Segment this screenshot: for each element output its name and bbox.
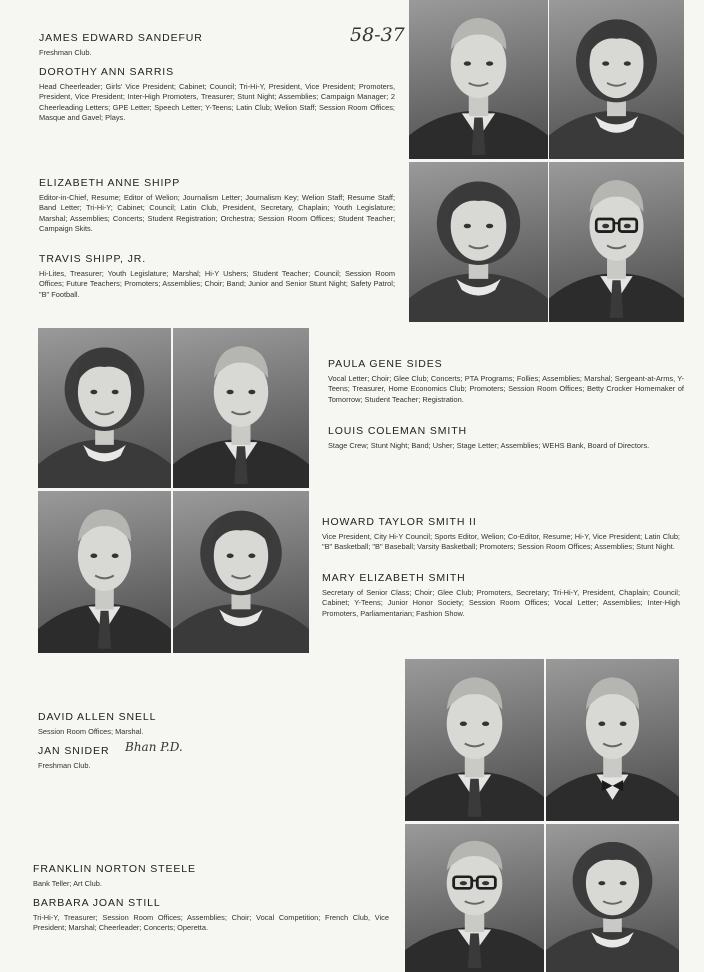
entry-howard-smith: [322, 516, 680, 553]
portrait-photo: [38, 491, 171, 653]
portrait-photo: [546, 659, 679, 821]
student-name: ELIZABETH ANNE SHIPP: [39, 177, 181, 189]
portrait-icon: [38, 328, 171, 488]
entry-snell: [38, 711, 368, 737]
entry-sandefur: [39, 32, 395, 58]
portrait-icon: [38, 491, 171, 653]
portrait-icon: [546, 824, 679, 972]
entry-still: [33, 897, 389, 934]
portrait-photo: [549, 0, 684, 159]
student-activities: Hi-Lites, Treasurer; Youth Legislature; Marshal; Hi-Y Ushers; Student Teacher; Council; Session Room Offices; Future Teachers; Promoters; Assemblies; Choir; Band; Junior and Senior Stunt Night; Safety Patrol; "B" Football.: [39, 269, 395, 299]
student-activities: Stage Crew; Stunt Night; Band; Usher; Stage Letter; Assemblies; WEHS Bank, Board of Directors.: [328, 441, 650, 450]
portrait-photo: [405, 824, 544, 972]
portrait-icon: [546, 659, 679, 821]
entry-sides: [328, 358, 684, 405]
student-name: HOWARD TAYLOR SMITH II: [322, 516, 477, 528]
portrait-icon: [409, 162, 548, 322]
portrait-icon: [409, 0, 548, 159]
entry-elizabeth-shipp: [39, 177, 395, 234]
student-activities: Bank Teller; Art Club.: [33, 879, 102, 888]
portrait-photo: [409, 0, 548, 159]
portrait-icon: [549, 0, 684, 159]
portrait-photo: [549, 162, 684, 322]
portrait-icon: [173, 491, 309, 653]
handwritten-note: Bhan P.D.: [125, 740, 183, 754]
portrait-icon: [549, 162, 684, 322]
student-name: MARY ELIZABETH SMITH: [322, 572, 466, 584]
student-activities: Vocal Letter; Choir; Glee Club; Concerts; PTA Programs; Follies; Assemblies; Marshal; Sergeant-at-Arms, Y-Teens; Treasurer, Home Economics Club; Promoters; Session Room Offices; Betty Crocker Homemaker of Tomorrow; Student Teacher; Registration.: [328, 374, 684, 404]
portrait-photo: [173, 491, 309, 653]
student-activities: Tri-Hi-Y, Treasurer; Session Room Offices; Assemblies; Choir; Vocal Competition; French Club, Vice President; Marshal; Cheerleader; Concerts; Operetta.: [33, 913, 389, 933]
student-activities: Vice President, City Hi-Y Council; Sports Editor, Welion; Co-Editor, Resume; Hi-Y, Vice President; Latin Club; "B" Basketball; "B" Baseball; Varsity Basketball; Promoters; Session Room Offices; Assemblies; Stunt Night.: [322, 532, 680, 552]
student-activities: Session Room Offices; Marshal.: [38, 727, 144, 736]
portrait-photo: [409, 162, 548, 322]
portrait-icon: [173, 328, 309, 488]
student-name: TRAVIS SHIPP, JR.: [39, 253, 147, 265]
portrait-photo: [405, 659, 544, 821]
portrait-icon: [405, 659, 544, 821]
student-activities: Freshman Club.: [38, 761, 91, 770]
student-name: FRANKLIN NORTON STEELE: [33, 863, 196, 875]
entry-sarris: [39, 66, 395, 123]
student-name: JAMES EDWARD SANDEFUR: [39, 32, 203, 44]
portrait-photo: [546, 824, 679, 972]
portrait-photo: [38, 328, 171, 488]
student-name: LOUIS COLEMAN SMITH: [328, 425, 468, 437]
student-activities: Editor-in-Chief, Resume; Editor of Welion; Journalism Letter; Journalism Key; Welion Staff; Resume Staff; Band Letter; Tri-Hi-Y; Cabinet; Council; Latin Club, President, Secretary, Chaplain; Youth Legislature; Marshal; Assemblies; Concerts; Student Registration; Orchestra; Session Room Offices; Student Teacher; Campaign Skits.: [39, 193, 395, 233]
student-activities: Head Cheerleader; Girls' Vice President; Cabinet; Council; Tri-Hi-Y, President, Vice President; Promoters, President, Vice President; Inter-High Promoters, Treasurer; Stunt Night; Assemblies; Campaign Manager; 2 Cheerleading Letters; GPE Letter; Speech Letter; Y-Teens; Latin Club; Welion Staff; Session Room Offices; Masque and Gavel; Plays.: [39, 82, 395, 122]
student-name: PAULA GENE SIDES: [328, 358, 443, 370]
portrait-icon: [405, 824, 544, 972]
entry-steele: [33, 863, 389, 889]
student-name: BARBARA JOAN STILL: [33, 897, 161, 909]
student-name: JAN SNIDER: [38, 745, 110, 757]
student-name: DAVID ALLEN SNELL: [38, 711, 157, 723]
portrait-photo: [173, 328, 309, 488]
entry-louis-smith: [328, 425, 684, 451]
student-activities: Freshman Club.: [39, 48, 92, 57]
student-activities: Secretary of Senior Class; Choir; Glee Club; Promoters, Secretary; Tri-Hi-Y, President, Chaplain; Council; Cabinet; Y-Teens; Junior Honor Society; Session Room Offices; Vocal Letter; Assemblies; Inter-High Promoters, Parliamentarian; Fashion Show.: [322, 588, 680, 618]
student-name: DOROTHY ANN SARRIS: [39, 66, 175, 78]
handwritten-page-number: 58-37: [350, 24, 405, 46]
entry-mary-smith: [322, 572, 680, 619]
entry-snider: [38, 745, 368, 771]
entry-travis-shipp: [39, 253, 395, 300]
